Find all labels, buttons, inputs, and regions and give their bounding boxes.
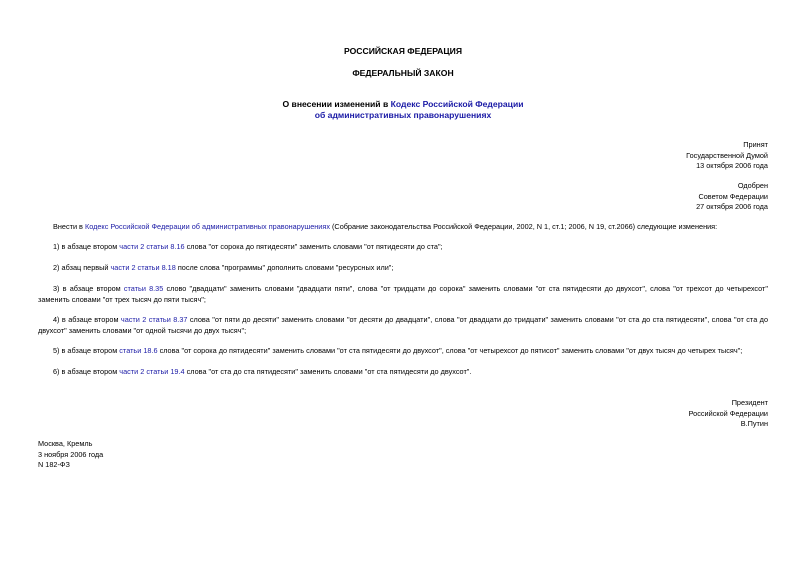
- law-title-link-offenses[interactable]: об административных правонарушениях: [314, 110, 492, 120]
- intro-suffix: (Собрание законодательства Российской Федерации, 2002, N 1, ст.1; 2006, N 19, ст.2066) следующие изменения:: [329, 222, 718, 231]
- place-date-block: [38, 439, 768, 471]
- approved-line-1: Одобрен: [737, 181, 768, 190]
- item-article-link[interactable]: статьи 8.35: [123, 284, 164, 293]
- signature-block: [38, 398, 768, 430]
- item-prefix: 5) в абзаце втором: [53, 346, 120, 355]
- item-prefix: 4) в абзаце втором: [53, 315, 121, 324]
- item-suffix: слова "от сорока до пятидесяти" заменить словами "от пятидесяти до ста";: [184, 242, 443, 251]
- amendment-item-3: [38, 284, 768, 305]
- item-suffix: слова "от ста до ста пятидесяти" заменить словами "от ста пятидесяти до двухсот".: [184, 367, 472, 376]
- item-article-link[interactable]: части 2 статьи 8.18: [110, 263, 176, 272]
- date-line: 3 ноября 2006 года: [38, 449, 104, 459]
- amendment-item-1: [38, 242, 768, 253]
- amendment-item-5: [38, 346, 768, 357]
- amendment-item-4: [38, 315, 768, 336]
- adopted-line-1: Принят: [743, 140, 768, 149]
- law-title-link-code[interactable]: Кодекс Российской Федерации: [390, 99, 524, 109]
- intro-paragraph: [38, 222, 768, 233]
- approved-line-3: 27 октября 2006 года: [696, 202, 768, 211]
- amendment-item-6: [38, 367, 768, 378]
- document-page: [38, 0, 768, 571]
- law-title: [38, 99, 768, 121]
- approved-block: [38, 181, 768, 213]
- item-suffix: слова "от сорока до пятидесяти" заменить словами "от ста пятидесяти до двухсот", слова "от четырехсот до пятисот" заменить словами "от двух тысяч до четырех тысяч";: [157, 346, 743, 355]
- signature-line-1: Президент: [731, 398, 768, 407]
- amendment-item-2: [38, 263, 768, 274]
- item-prefix: 3) в абзаце втором: [53, 284, 124, 293]
- intro-code-link[interactable]: Кодекс Российской Федерации об административных правонарушениях: [84, 222, 330, 231]
- item-suffix: слово "двадцати" заменить словами "двадцати пяти", слова "от тридцати до сорока" заменить словами "от ста пятидесяти до двухсот", слова "от трехсот до четырехсот" заменить словами "от трех тысяч до пяти тысяч";: [38, 284, 768, 304]
- item-article-link[interactable]: статьи 18.6: [119, 346, 158, 355]
- adopted-line-3: 13 октября 2006 года: [696, 161, 768, 170]
- country-heading: РОССИЙСКАЯ ФЕДЕРАЦИЯ: [343, 46, 463, 56]
- item-suffix: слова "от пяти до десяти" заменить словами "от десяти до двадцати", слова "от двадцати до тридцати" заменить словами "от ста до ста пятидесяти", слова "от ста до двухсот" заменить словами "от одной тысячи до двух тысяч";: [38, 315, 769, 335]
- place-line: Москва, Кремль: [38, 439, 93, 448]
- item-article-link[interactable]: части 2 статьи 8.16: [119, 242, 185, 251]
- law-title-prefix: О внесении изменений в: [282, 99, 391, 109]
- approved-line-2: Советом Федерации: [698, 191, 768, 201]
- item-article-link[interactable]: части 2 статьи 8.37: [120, 315, 188, 324]
- item-article-link[interactable]: части 2 статьи 19.4: [119, 367, 185, 376]
- item-suffix: после слова "программы" дополнить словами "ресурсных или";: [175, 263, 394, 272]
- item-prefix: 1) в абзаце втором: [53, 242, 120, 251]
- adopted-block: [38, 140, 768, 172]
- law-number: N 182-ФЗ: [38, 460, 70, 469]
- item-prefix: 2) абзац первый: [53, 263, 111, 272]
- intro-prefix: Внести в: [53, 222, 85, 231]
- signature-line-2: Российской Федерации: [688, 408, 768, 418]
- item-prefix: 6) в абзаце втором: [53, 367, 120, 376]
- signature-line-3: В.Путин: [740, 419, 768, 428]
- adopted-line-2: Государственной Думой: [686, 150, 768, 160]
- doc-type-heading: ФЕДЕРАЛЬНЫЙ ЗАКОН: [352, 68, 454, 78]
